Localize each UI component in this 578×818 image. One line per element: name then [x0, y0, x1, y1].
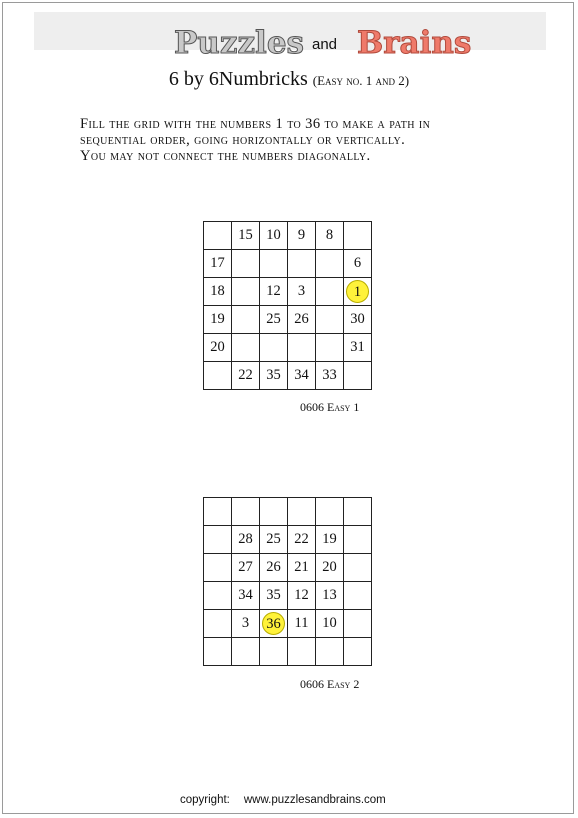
- website-link[interactable]: www.puzzlesandbrains.com: [243, 794, 386, 806]
- grid-cell[interactable]: [316, 362, 344, 390]
- grid-cell[interactable]: [316, 526, 344, 554]
- instruction-line: Fill the grid with the numbers 1 to 36 to make a path in: [80, 116, 431, 132]
- grid-cell[interactable]: [344, 638, 372, 666]
- grid-cell[interactable]: [316, 306, 344, 334]
- puzzle-caption-1: 0606 Easy 1: [300, 400, 360, 414]
- given-number: 12: [266, 283, 281, 299]
- grid-row: [204, 582, 372, 610]
- given-number: 3: [241, 615, 250, 631]
- grid-cell[interactable]: [260, 498, 288, 526]
- grid-cell[interactable]: [344, 610, 372, 638]
- grid-cell[interactable]: [288, 582, 316, 610]
- page-title-subtitle: (Easy no. 1 and 2): [312, 73, 410, 88]
- copyright-label: copyright:: [180, 794, 230, 806]
- grid-cell[interactable]: [316, 554, 344, 582]
- grid-cell[interactable]: [204, 582, 232, 610]
- grid-cell[interactable]: [204, 498, 232, 526]
- grid-cell[interactable]: [344, 278, 372, 306]
- grid-cell[interactable]: [288, 306, 316, 334]
- grid-cell[interactable]: [260, 610, 288, 638]
- grid-table: [203, 221, 372, 390]
- grid-row: [204, 278, 372, 306]
- grid-row: [204, 498, 372, 526]
- logo-banner: [34, 12, 546, 61]
- grid-row: [204, 638, 372, 666]
- given-number: 22: [294, 531, 309, 547]
- grid-cell[interactable]: [260, 554, 288, 582]
- grid-cell[interactable]: [232, 526, 260, 554]
- given-number: 19: [210, 311, 225, 327]
- grid-cell[interactable]: [232, 362, 260, 390]
- grid-cell[interactable]: [232, 222, 260, 250]
- grid-row: [204, 526, 372, 554]
- start-end-circle: 36: [262, 612, 285, 635]
- grid-cell[interactable]: [344, 306, 372, 334]
- grid-cell[interactable]: [204, 554, 232, 582]
- grid-cell[interactable]: [288, 554, 316, 582]
- given-number: 22: [238, 367, 253, 383]
- grid-cell[interactable]: [316, 638, 344, 666]
- grid-cell[interactable]: [344, 554, 372, 582]
- grid-cell[interactable]: [260, 526, 288, 554]
- given-number: 11: [294, 615, 309, 631]
- grid-cell[interactable]: [232, 334, 260, 362]
- grid-row: [204, 334, 372, 362]
- grid-cell[interactable]: [232, 498, 260, 526]
- grid-cell[interactable]: [344, 498, 372, 526]
- grid-cell[interactable]: [204, 222, 232, 250]
- grid-cell[interactable]: [204, 638, 232, 666]
- grid-cell[interactable]: [316, 250, 344, 278]
- given-number: 35: [266, 587, 281, 603]
- grid-row: [204, 306, 372, 334]
- given-number: 25: [266, 311, 281, 327]
- grid-cell[interactable]: [260, 278, 288, 306]
- given-number: 20: [210, 339, 225, 355]
- logo-word-and: and: [312, 36, 338, 53]
- given-number: 6: [353, 255, 362, 271]
- instruction-line: You may not connect the numbers diagonally.: [80, 148, 371, 164]
- grid-cell[interactable]: [288, 610, 316, 638]
- grid-cell[interactable]: [204, 362, 232, 390]
- given-number: 30: [350, 311, 365, 327]
- page-title-main: 6 by 6Numbricks: [168, 68, 308, 90]
- page-title: [0, 68, 578, 91]
- grid-cell[interactable]: [232, 554, 260, 582]
- grid-cell[interactable]: [260, 334, 288, 362]
- puzzle-caption-2: 0606 Easy 2: [300, 677, 360, 691]
- grid-cell[interactable]: [204, 610, 232, 638]
- given-number: 27: [238, 559, 253, 575]
- grid-row: [204, 362, 372, 390]
- given-number: 19: [322, 531, 337, 547]
- given-number: 26: [266, 559, 281, 575]
- given-number: 33: [322, 367, 337, 383]
- given-number: 17: [210, 255, 225, 271]
- grid-cell[interactable]: [204, 526, 232, 554]
- grid-cell[interactable]: [204, 278, 232, 306]
- grid-cell[interactable]: [232, 250, 260, 278]
- grid-cell[interactable]: [260, 582, 288, 610]
- grid-table: [203, 497, 372, 666]
- given-number: 20: [322, 559, 337, 575]
- given-number: 10: [322, 615, 337, 631]
- grid-cell[interactable]: [288, 638, 316, 666]
- grid-cell[interactable]: [344, 526, 372, 554]
- given-number: 13: [322, 587, 337, 603]
- grid-cell[interactable]: [232, 638, 260, 666]
- grid-cell[interactable]: [204, 334, 232, 362]
- puzzle-grid-2: [203, 497, 376, 670]
- grid-cell[interactable]: [232, 582, 260, 610]
- grid-cell[interactable]: [260, 306, 288, 334]
- given-number: 21: [294, 559, 309, 575]
- grid-cell[interactable]: [260, 222, 288, 250]
- grid-cell[interactable]: [288, 498, 316, 526]
- grid-cell[interactable]: [260, 638, 288, 666]
- grid-cell[interactable]: [316, 222, 344, 250]
- given-number: 12: [294, 587, 309, 603]
- grid-cell[interactable]: [204, 306, 232, 334]
- grid-cell[interactable]: [344, 222, 372, 250]
- grid-cell[interactable]: [232, 306, 260, 334]
- given-number: 35: [266, 367, 281, 383]
- grid-row: [204, 250, 372, 278]
- given-number: 28: [238, 531, 253, 547]
- logo-word-puzzles: Puzzles: [174, 25, 305, 61]
- grid-cell[interactable]: [344, 582, 372, 610]
- grid-cell[interactable]: [232, 278, 260, 306]
- grid-cell[interactable]: [288, 526, 316, 554]
- given-number: 25: [266, 531, 281, 547]
- grid-cell[interactable]: [288, 362, 316, 390]
- grid-cell[interactable]: [344, 250, 372, 278]
- logo-word-brains: Brains: [357, 25, 472, 61]
- instructions: [80, 116, 550, 164]
- grid-cell[interactable]: [260, 250, 288, 278]
- grid-row: [204, 610, 372, 638]
- given-number: 34: [238, 587, 253, 603]
- footer: [180, 794, 386, 806]
- grid-cell[interactable]: [260, 362, 288, 390]
- given-number: 10: [266, 227, 281, 243]
- grid-row: [204, 554, 372, 582]
- puzzle-grid-1: [203, 221, 376, 394]
- given-number: 34: [294, 367, 309, 383]
- grid-cell[interactable]: [316, 334, 344, 362]
- instruction-line: sequential order, going horizontally or vertically.: [80, 132, 406, 148]
- grid-cell[interactable]: [316, 498, 344, 526]
- given-number: 8: [325, 227, 334, 243]
- grid-cell[interactable]: [316, 582, 344, 610]
- grid-cell[interactable]: [204, 250, 232, 278]
- grid-cell[interactable]: [288, 278, 316, 306]
- grid-cell[interactable]: [344, 334, 372, 362]
- grid-cell[interactable]: [344, 362, 372, 390]
- grid-row: [204, 222, 372, 250]
- given-number: 26: [294, 311, 309, 327]
- grid-cell[interactable]: [288, 334, 316, 362]
- grid-cell[interactable]: [232, 610, 260, 638]
- given-number: 31: [350, 339, 365, 355]
- grid-cell[interactable]: [316, 278, 344, 306]
- given-number: 18: [210, 283, 225, 299]
- grid-cell[interactable]: [288, 250, 316, 278]
- grid-cell[interactable]: [288, 222, 316, 250]
- start-end-circle: 1: [346, 280, 369, 303]
- given-number: 3: [297, 283, 306, 299]
- grid-cell[interactable]: [316, 610, 344, 638]
- given-number: 9: [297, 227, 306, 243]
- given-number: 15: [238, 227, 253, 243]
